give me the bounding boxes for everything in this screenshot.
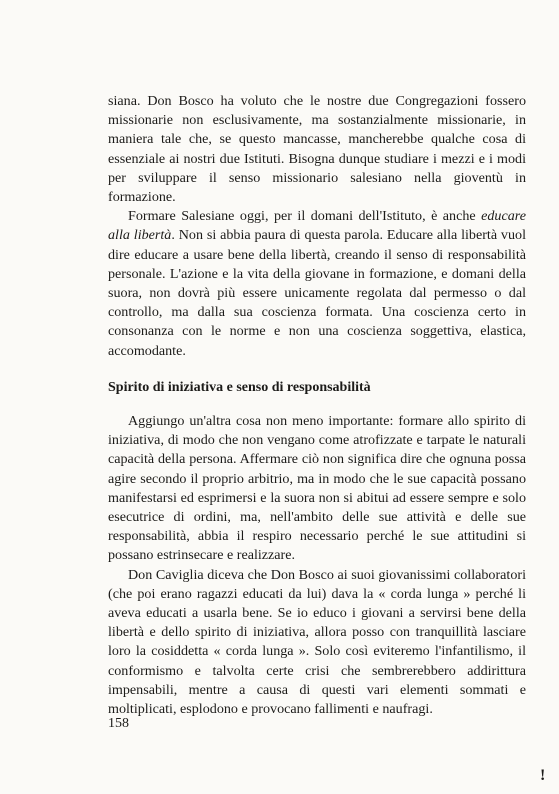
- edge-mark: !: [540, 767, 546, 784]
- paragraph: [108, 566, 526, 720]
- paragraph: [108, 412, 526, 566]
- text-run: Formare Salesiane oggi, per il domani dell'Istituto, è anche: [128, 208, 482, 225]
- paragraph: [108, 207, 526, 361]
- text-run: siana. Don Bosco ha voluto che le nostre due Congregazioni fossero missionarie non esclusivamente, ma sostanzialmente missionarie, in maniera tale che, se questo mancasse, mancherebbe qualche cosa di essenziale ai nostri due Istituti. Bisogna dunque studiare i mezzi e i modi per sviluppare il senso missionario salesiano nella gioventù in formazione.: [108, 93, 526, 206]
- text-run: . Non si abbia paura di questa parola. Educare alla libertà vuol dire educare a usare bene della libertà, creando il senso di responsabilità personale. L'azione e la vita della giovane in formazione, e domani della suora, non dovrà più essere unicamente regolata dal permesso o dal controllo, ma dalla sua coscienza formata. Una coscienza certo in consonanza con le norme e non una coscienza soggettiva, elastica, accomodante.: [108, 227, 526, 359]
- italic-phrase: educare alla libertà: [108, 208, 526, 244]
- section-heading: Spirito di iniziativa e senso di responsabilità: [108, 380, 371, 395]
- text-block-bottom: [108, 412, 526, 719]
- text-run: Don Caviglia diceva che Don Bosco ai suoi giovanissimi collaboratori (che poi erano ragazzi educati da lui) dava la « corda lunga » perché li aveva educati a usarla bene. Se io educo i giovani a servirsi bene della libertà e dello spirito di iniziativa, allora posso con tranquillità lasciare loro la cosiddetta « corda lunga ». Solo così eviteremo l'infantilismo, il conformismo e talvolta certe crisi che sembrerebbero addirittura impensabili, mentre a causa di questi vari elementi sommati e moltiplicati, esplodono e provocano fallimenti e naufragi.: [108, 566, 526, 718]
- paragraph: [108, 92, 526, 207]
- text-run: Aggiungo un'altra cosa non meno importante: formare allo spirito di iniziativa, di modo che non vengano come atrofizzate e tarpate le naturali capacità della persona. Affermare ciò non significa dire che ognuna possa agire secondo il proprio arbitrio, ma in modo che le sue capacità possano manifestarsi ed esprimersi e la suora non si abitui ad essere sempre e solo esecutrice di ordini, ma, nell'ambito delle sue attività e delle sue responsabilità, abbia il respiro necessario perché le sue attitudini si possano estrinsecare e realizzare.: [108, 413, 526, 564]
- page-number: 158: [108, 716, 129, 731]
- text-block-top: [108, 92, 526, 361]
